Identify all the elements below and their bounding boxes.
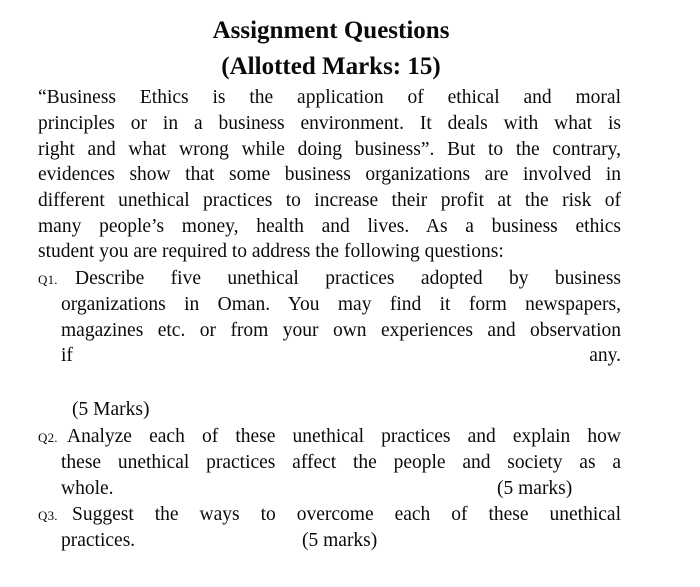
intro-line: right and what wrong while doing business”. But to the contrary,	[38, 139, 621, 160]
question-marks: (5 Marks)	[72, 399, 150, 420]
question-line-end: if	[61, 345, 73, 366]
question-number: Q1.	[38, 272, 58, 287]
question-number: Q3.	[38, 508, 58, 523]
assignment-title: Assignment Questions	[212, 17, 450, 44]
allotted-marks-heading: (Allotted Marks: 15)	[221, 53, 441, 80]
question-marks: (5 marks)	[302, 530, 378, 551]
intro-line: different unethical practices to increase their profit at the risk of	[38, 190, 621, 211]
intro-line: student you are required to address the following questions:	[38, 241, 504, 262]
intro-line: “Business Ethics is the application of ethical and moral	[38, 87, 621, 108]
intro-line: many people’s money, health and lives. As a business ethics	[38, 216, 621, 237]
question-marks: (5 marks)	[497, 478, 573, 499]
question-line: organizations in Oman. You may find it form newspapers,	[61, 294, 621, 315]
question-line: Describe five unethical practices adopted by business	[75, 268, 621, 289]
question-line-end: practices.	[61, 530, 136, 551]
question-line: Analyze each of these unethical practices and explain how	[67, 426, 621, 447]
question-line: Suggest the ways to overcome each of these unethical	[72, 504, 621, 525]
intro-line: evidences show that some business organizations are involved in	[38, 164, 621, 185]
question-line-end: any.	[589, 345, 621, 366]
question-line: magazines etc. or from your own experiences and observation	[61, 320, 621, 341]
question-line: these unethical practices affect the people and society as a	[61, 452, 621, 473]
intro-line: principles or in a business environment. It deals with what is	[38, 113, 621, 134]
question-line-end: whole.	[61, 478, 114, 499]
question-number: Q2.	[38, 430, 58, 445]
